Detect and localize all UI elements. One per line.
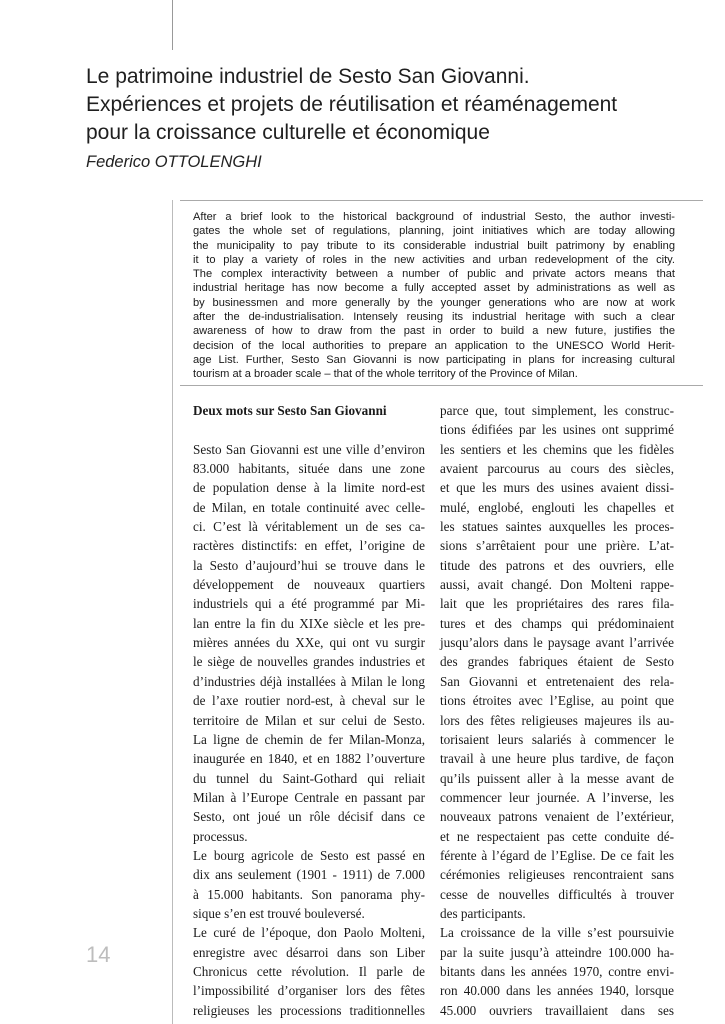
- abstract-line: industrial heritage has now become a fully accepted asset by administrations as well as: [193, 282, 675, 295]
- body-line: les statues saintes auxquelles les proces-: [440, 519, 674, 535]
- body-line: les sentiers et les chemins que les fidèles: [440, 441, 674, 457]
- abstract-line: after the de-industrialisation. Intensely reusing its industrial heritage with such a clear: [193, 311, 675, 324]
- body-line: par la suite jusqu’à atteindre 100.000 ha-: [440, 944, 674, 960]
- body-line: bitants dans les années 1970, contre envi-: [440, 963, 674, 979]
- body-line: industriels qui a été programmé par Mi-: [193, 596, 425, 612]
- abstract-line: the municipality to pay tribute to its considerable industrial built patrimony by enabling: [193, 239, 675, 252]
- body-line: du tunnel du Saint-Gothard qui reliait: [193, 770, 425, 786]
- title-line: Le patrimoine industriel de Sesto San Giovanni.: [86, 65, 530, 88]
- body-line: torisaient leurs salariés à commencer le: [440, 731, 674, 747]
- body-line: à 15.000 habitants. Son panorama phy-: [193, 886, 425, 902]
- abstract-line: it to play a variety of roles in the new activities and urban redevelopment of the city.: [193, 253, 675, 266]
- body-line: territoire de Milan et sur celui de Sesto.: [193, 712, 425, 728]
- body-line: inaugurée en 1840, et en 1882 l’ouverture: [193, 751, 425, 767]
- body-line: religieuses les processions traditionnelles: [193, 1002, 425, 1018]
- body-line: La croissance de la ville s’est poursuivie: [440, 925, 674, 941]
- top-vertical-rule: [172, 0, 173, 50]
- body-line: de Milan, en totale continuité avec celle-: [193, 499, 425, 515]
- body-line: dix ans seulement (1901 - 1911) de 7.000: [193, 867, 425, 883]
- section-heading: Deux mots sur Sesto San Giovanni: [193, 403, 387, 418]
- body-line: ractères distinctifs: en effet, l’origine de: [193, 538, 425, 554]
- body-line: la Sesto d’aujourd’hui se trouve dans le: [193, 557, 425, 573]
- body-line: Le bourg agricole de Sesto est passé en: [193, 847, 425, 863]
- body-line: de population dense à la limite nord-est: [193, 480, 425, 496]
- body-line: jusqu’alors dans le paysage avant l’arrivée: [440, 635, 674, 651]
- body-line: aussi, avait changé. Don Molteni rappe-: [440, 577, 674, 593]
- paragraph-gap: [193, 420, 425, 439]
- body-line: tions édifiées par les usines ont supprimé: [440, 422, 674, 438]
- body-line: parce que, tout simplement, les construc-: [440, 403, 674, 418]
- body-line: 83.000 habitants, située dans une zone: [193, 461, 425, 477]
- body-line: lan entre la fin du XIXe siècle et les pre-: [193, 615, 425, 631]
- body-line: de l’axe routier nord-est, à cheval sur le: [193, 693, 425, 709]
- body-line: La ligne de chemin de fer Milan-Monza,: [193, 731, 425, 747]
- abstract-line: awareness of how to draw from the past in order to build a new future, justifies the: [193, 325, 675, 338]
- body-line: cesse de nouvelles difficultés à trouver: [440, 886, 674, 902]
- abstract-line: The complex interactivity between a number of public and private actors means that: [193, 268, 675, 281]
- left-margin-rule: [172, 200, 173, 1024]
- body-line: l’impossibilité d’organiser lors des fêtes: [193, 983, 425, 999]
- abstract-top-rule: [180, 200, 703, 201]
- body-line: lors des fêtes religieuses majeures ils au-: [440, 712, 674, 728]
- body-line: 45.000 ouvriers travaillaient dans ses: [440, 1002, 674, 1018]
- body-line: Sesto San Giovanni est une ville d’environ: [193, 441, 425, 457]
- article-title: [86, 63, 706, 147]
- abstract-line: by businessmen and more generally by the younger generations who are now at work: [193, 296, 675, 309]
- body-line: Chronicus cette révolution. Il parle de: [193, 963, 425, 979]
- body-line: des participants.: [440, 905, 526, 921]
- abstract-line: gates the whole set of regulations, planning, joint initiatives which are today allowing: [193, 225, 675, 238]
- body-line: sique s’en est trouvé bouleversé.: [193, 905, 365, 921]
- body-line: travail à une heure plus tardive, de façon: [440, 751, 674, 767]
- body-line: lait que les propriétaires des rares fila-: [440, 596, 674, 612]
- abstract-line: After a brief look to the historical background of industrial Sesto, the author investi-: [193, 211, 675, 223]
- body-line: San Giovanni et entretenaient des rela-: [440, 673, 674, 689]
- body-line: des grandes fabriques étaient de Sesto: [440, 654, 674, 670]
- body-line: mulé, englobé, englouti les chapelles et: [440, 499, 674, 515]
- body-line: et que les murs des usines avaient dissi-: [440, 480, 674, 496]
- body-column-right: [440, 401, 674, 1020]
- body-line: Milan à l’Europe Centrale en passant par: [193, 789, 425, 805]
- body-line: et ne respectaient pas cette conduite dé-: [440, 828, 674, 844]
- body-line: ci. C’est là véritablement un de ses ca-: [193, 519, 425, 535]
- body-line: mières années du XXe, qui ont vu surgir: [193, 635, 425, 651]
- body-line: avaient parcourus au cours des siècles,: [440, 461, 674, 477]
- body-line: développement de nouveaux quartiers: [193, 577, 425, 593]
- abstract-line: age List. Further, Sesto San Giovanni is now participating in plans for increasing cultural: [193, 353, 675, 366]
- abstract-bottom-rule: [180, 385, 703, 386]
- body-line: sions s’arrêtaient pour une prière. L’at-: [440, 538, 674, 554]
- body-line: férente à l’égard de l’Eglise. De ce fait les: [440, 847, 674, 863]
- body-column-left: [193, 401, 425, 1020]
- body-line: d’industries déjà installées à Milan le long: [193, 673, 425, 689]
- title-line: pour la croissance culturelle et économique: [86, 121, 490, 144]
- abstract-line: decision of the local authorities to prepare an application to the UNESCO World Herit-: [193, 339, 675, 352]
- body-line: tions étroites avec l’Eglise, au point que: [440, 693, 674, 709]
- body-line: tures et des champs qui prédominaient: [440, 615, 674, 631]
- body-line: ron 40.000 dans les années 1940, lorsque: [440, 983, 674, 999]
- abstract-line: tourism at a broader scale – that of the whole territory of the Province of Milan.: [193, 368, 578, 381]
- body-line: nouveaux patrons venaient de l’extérieur,: [440, 809, 674, 825]
- body-line: titude des patrons et des ouvriers, elle: [440, 557, 674, 573]
- author-name: Federico OTTOLENGHI: [86, 153, 262, 171]
- abstract: [193, 210, 675, 382]
- body-line: cérémonies religieuses rencontraient sans: [440, 867, 674, 883]
- body-line: qu’ils puissent aller à la messe avant de: [440, 770, 674, 786]
- body-line: processus.: [193, 828, 248, 844]
- title-line: Expériences et projets de réutilisation et réaménagement: [86, 93, 618, 116]
- body-line: commencer leur journée. A l’inverse, les: [440, 789, 674, 805]
- body-line: Le curé de l’époque, don Paolo Molteni,: [193, 925, 425, 941]
- body-line: enregistre avec désarroi dans son Liber: [193, 944, 425, 960]
- body-line: le siège de nouvelles grandes industries et: [193, 654, 425, 670]
- body-line: Sesto, ont joué un rôle décisif dans ce: [193, 809, 425, 825]
- page-number: 14: [86, 942, 111, 967]
